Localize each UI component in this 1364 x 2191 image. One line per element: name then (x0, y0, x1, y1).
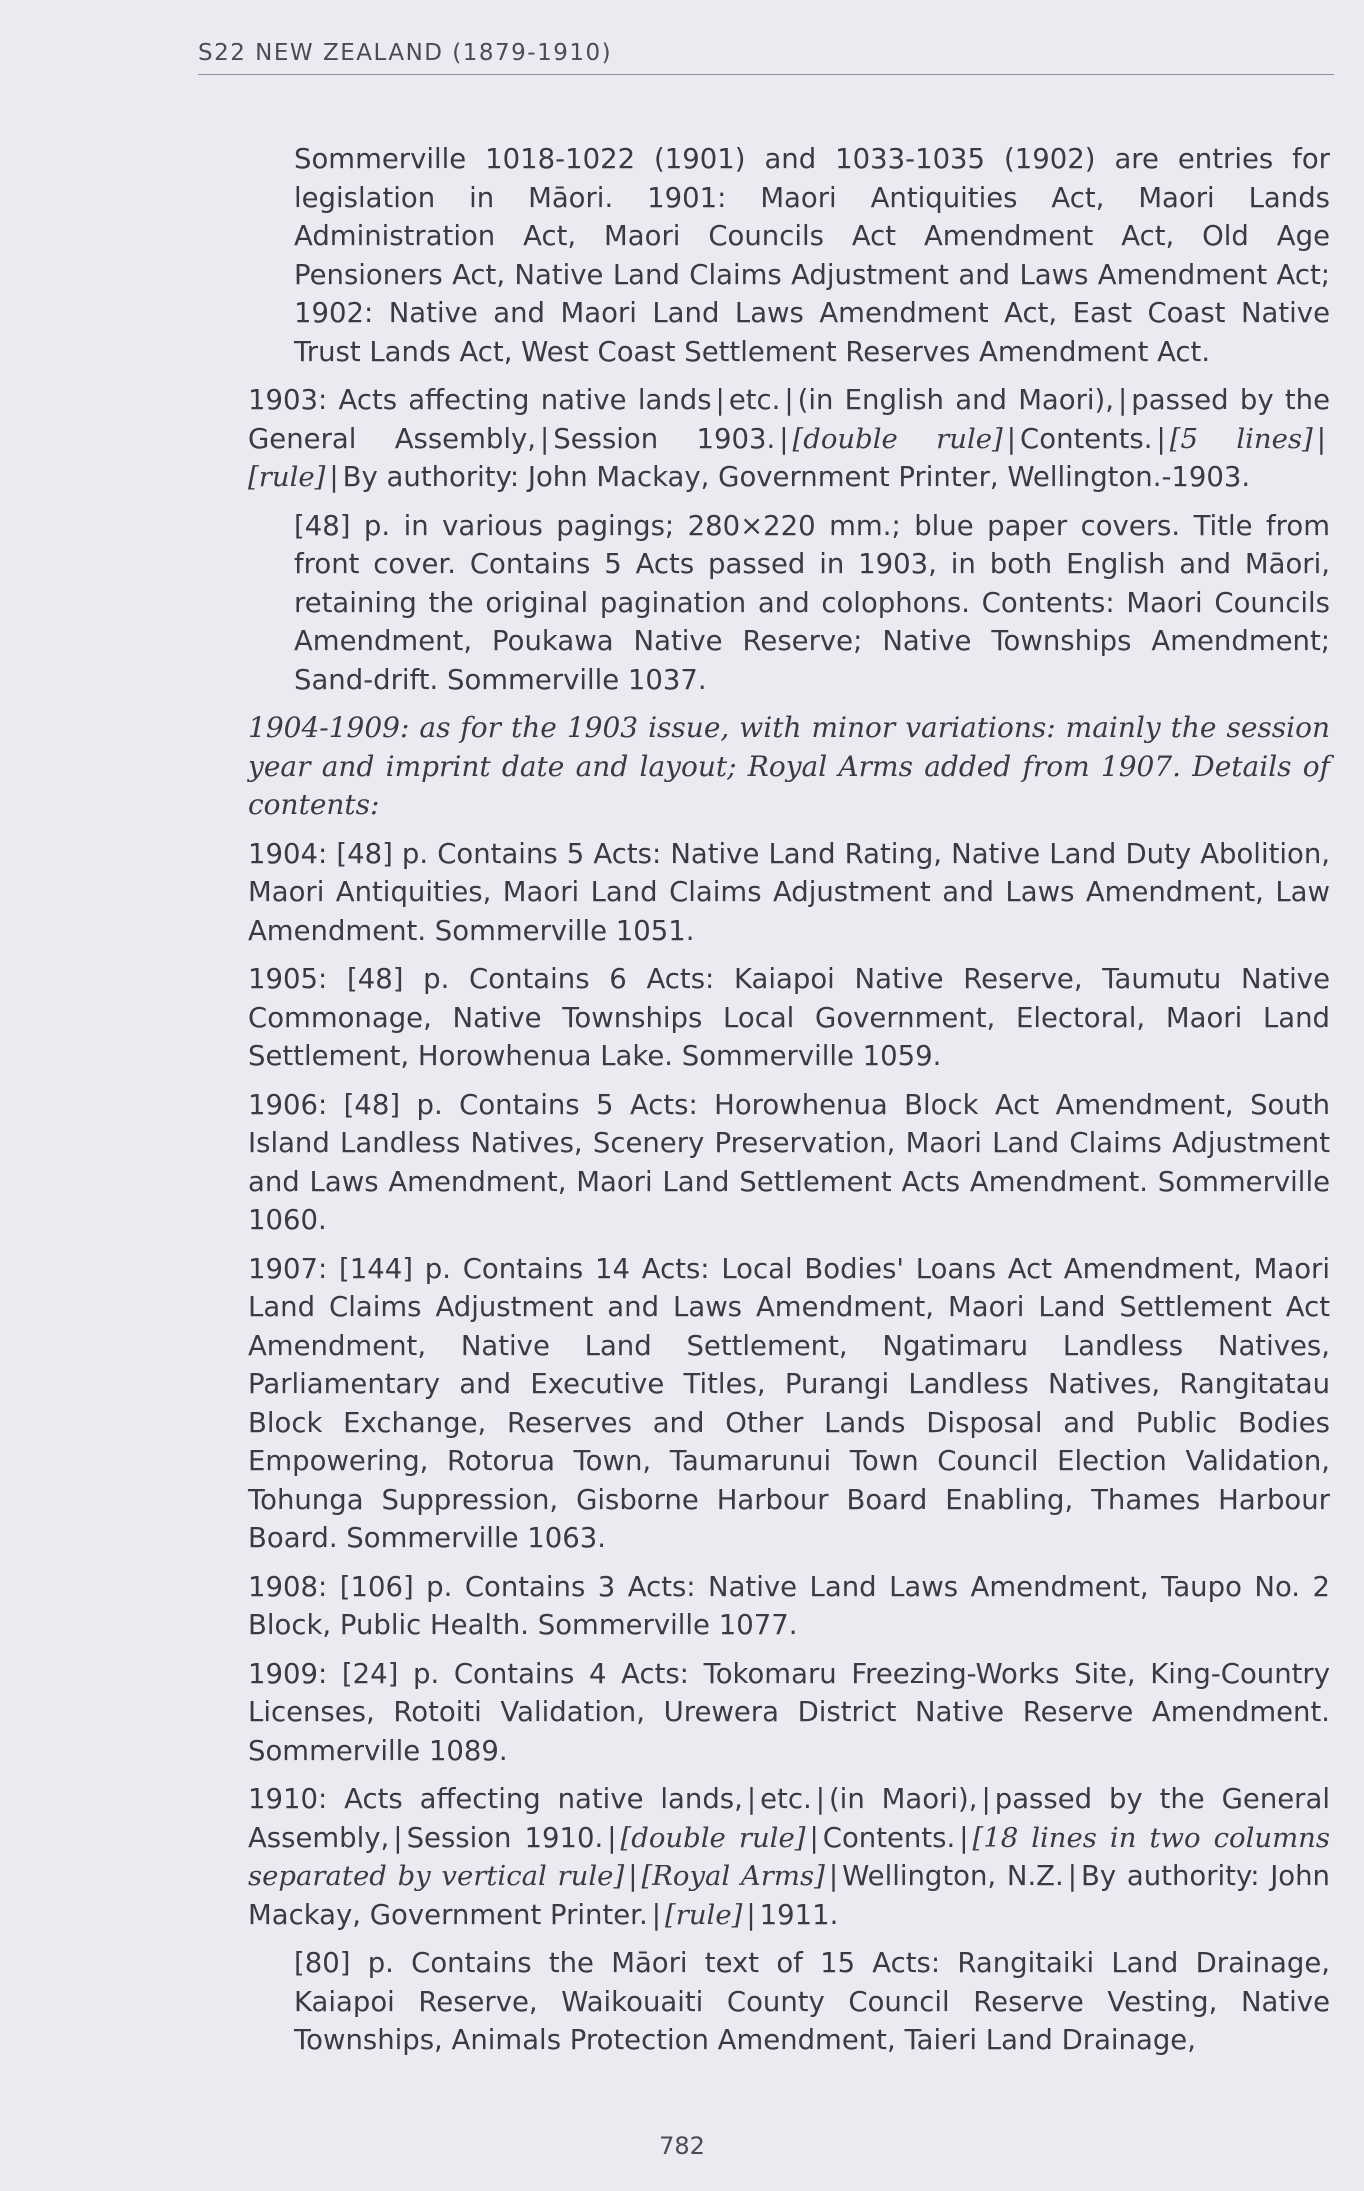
entry-1910-description: [80] p. Contains the Māori text of 15 Acts: Rangitaiki Land Drainage, Kaiapoi Reserve, Waikouaiti County Council Reserve Vesting, Native Townships, Animals Protection Amendment, Taieri Land Drainage, (294, 1947, 1330, 2056)
title-segment-italic: [rule] (664, 1898, 743, 1931)
entry-1903-description: [48] p. in various pagings; 280×220 mm.; blue paper covers. Title from front cover. Contains 5 Acts passed in 1903, in both English and Māori, retaining the original pagination and colophons. Contents: Maori Councils Amendment, Poukawa Native Reserve; Native Townships Amendment; Sand-drift. Sommerville 1037. (294, 509, 1330, 696)
entry-1904: 1904: [48] p. Contains 5 Acts: Native Land Rating, Native Land Duty Abolition, Maori Antiquities, Maori Land Claims Adjustment and Laws Amendment, Law Amendment. Sommerville 1051. (248, 837, 1330, 947)
title-segment-italic: [18 lines in two columns separated by vertical rule] (248, 1821, 1330, 1892)
paragraph-sommerville-1901-1902: Sommerville 1018-1022 (1901) and 1033-1035 (1902) are entries for legislation in Māori. 1901: Maori Antiquities Act, Maori Lands Administration Act, Maori Councils Act Amendment Act, Old Age Pensioners Act, Native Land Claims Adjustment and Laws Amendment Act; 1902: Native and Maori Land Laws Amendment Act, East Coast Native Trust Lands Act, West Coast Settlement Reserves Amendment Act. (294, 143, 1330, 368)
entry-1909: 1909: [24] p. Contains 4 Acts: Tokomaru Freezing-Works Site, King-Country Licenses, Rotoiti Validation, Urewera District Native Reserve Amendment. Sommerville 1089. (248, 1657, 1330, 1767)
running-head: S22 NEW ZEALAND (1879-1910) (198, 40, 1334, 75)
entry-1903-title: 1903: Acts affecting native lands | etc. | (in English and Maori), | passed by the General Assembly, | Session 1903. | [double rule] | Contents. | [5 lines] |[rule] | By authority: John Mackay, Government Printer, Wellington.-1903. (248, 384, 1330, 493)
title-segment-italic: [5 lines] (1169, 422, 1313, 455)
entry-1905: 1905: [48] p. Contains 6 Acts: Kaiapoi Native Reserve, Taumutu Native Commonage, Native Townships Local Government, Electoral, Maori Land Settlement, Horowhenua Lake. Sommerville 1059. (248, 963, 1330, 1072)
title-segment: etc. (760, 1783, 812, 1815)
title-segment: (in English and Maori), (797, 384, 1115, 416)
entry-1906: 1906: [48] p. Contains 5 Acts: Horowhenua Block Act Amendment, South Island Landless Natives, Scenery Preservation, Maori Land Claims Adjustment and Laws Amendment, Maori Land Settlement Acts Amendment. Sommerville 1060. (248, 1088, 1330, 1236)
title-segment-italic: [Royal Arms] (641, 1860, 825, 1892)
page-number: 782 (659, 2132, 705, 2160)
entry-1910-title: 1910: Acts affecting native lands, | etc. | (in Maori), | passed by the General Assembly, | Session 1910. | [double rule] | Contents. | [18 lines in two columns separated by vertical rule] | [Royal Arms] | Wellington, N.Z. | By authority: John Mackay, Government Printer. | [rule] | 1911. (248, 1783, 1330, 1931)
title-segment: Session 1910. (406, 1821, 604, 1854)
title-segment-italic: [double rule] (792, 422, 1003, 455)
title-segment: Wellington, N.Z. (842, 1860, 1064, 1892)
page-body (248, 140, 1330, 2070)
title-segment: Contents. (1020, 422, 1153, 455)
entry-1907: 1907: [144] p. Contains 14 Acts: Local Bodies' Loans Act Amendment, Maori Land Claims Adjustment and Laws Amendment, Maori Land Settlement Act Amendment, Native Land Settlement, Ngatimaru Landless Natives, Parliamentary and Executive Titles, Purangi Landless Natives, Rangitatau Block Exchange, Reserves and Other Lands Disposal and Public Bodies Empowering, Rotorua Town, Taumarunui Town Council Election Validation, Tohunga Suppression, Gisborne Harbour Board Enabling, Thames Harbour Board. Sommerville 1063. (248, 1252, 1330, 1554)
title-segment-italic: [double rule] (620, 1821, 806, 1854)
title-segment: By authority: John Mackay, Government Printer. (248, 1860, 1330, 1931)
title-segment-italic: [rule] (248, 461, 326, 493)
title-segment: 1903: Acts affecting native lands (248, 384, 712, 416)
title-segment: Contents. (822, 1821, 956, 1854)
title-segment: By authority: John Mackay, Government Printer, Wellington.-1903. (342, 461, 1251, 493)
title-segment: passed by the General Assembly, (248, 1783, 1330, 1854)
title-segment: 1911. (759, 1898, 839, 1931)
title-segment: etc. (728, 384, 781, 416)
entry-1908: 1908: [106] p. Contains 3 Acts: Native Land Laws Amendment, Taupo No. 2 Block, Public Health. Sommerville 1077. (248, 1570, 1330, 1641)
title-segment: (in Maori), (828, 1783, 978, 1815)
note-1904-1909: 1904-1909: as for the 1903 issue, with minor variations: mainly the session year and imprint date and layout; Royal Arms added from 1907. Details of contents: (248, 711, 1330, 821)
title-segment: 1910: Acts affecting native lands, (248, 1783, 743, 1815)
title-segment: passed by the General Assembly, (248, 384, 1330, 455)
title-segment: Session 1903. (553, 422, 776, 455)
